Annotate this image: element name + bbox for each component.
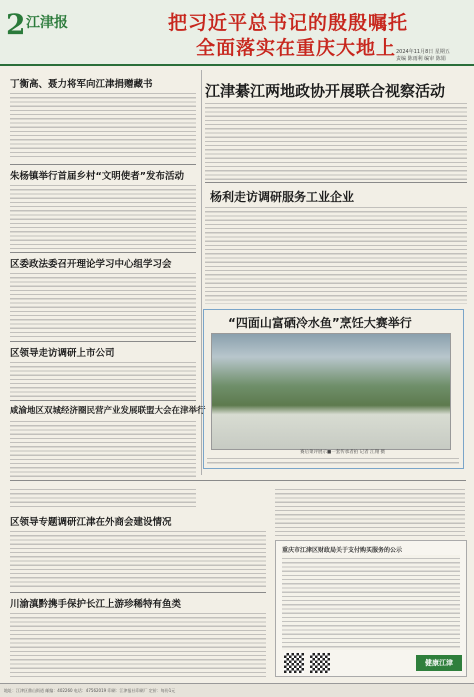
page-footer: 地址：江津区鼎山街道 邮编：402260 电话：47562019 印刷：江津报社印刷厂 定价：每份1元 [0, 683, 474, 697]
article-body [275, 486, 465, 536]
banner-line-2: 全面落实在重庆大地上 [196, 37, 397, 59]
banner-line-1: 把习近平总书记的殷殷嘱托 [168, 12, 409, 34]
article-body [10, 418, 196, 478]
left-headline-1: 丁衡高、聂力将军向江津捐赠藏书 [10, 79, 153, 90]
qr-code [310, 653, 330, 673]
second-headline: 杨利走访调研服务工业企业 [210, 190, 355, 204]
article-body [10, 270, 196, 340]
article-body [207, 455, 459, 465]
news-photo [211, 333, 451, 450]
issue-date: 2024年11月8日 星期五 [396, 49, 450, 55]
article-divider [10, 341, 196, 342]
article-body [10, 90, 196, 160]
article-body [10, 182, 196, 250]
left-headline-7: 川渝滇黔携手保护长江上游珍稀特有鱼类 [10, 599, 182, 610]
notice-title: 重庆市江津区财政局关于支付购买服务的公示 [282, 547, 403, 554]
article-body [10, 610, 266, 678]
qr-code [284, 653, 304, 673]
paper-name: 江津报 [26, 15, 68, 31]
boxed-headline: “四面山富硒冷水鱼”烹饪大赛举行 [228, 316, 412, 330]
page-number: 2 [6, 8, 26, 41]
article-divider [10, 400, 196, 401]
article-divider [10, 164, 196, 165]
left-headline-4: 区领导走访调研上市公司 [10, 348, 115, 359]
photo-caption: 赛后菜评展示■一套传承者拍 记者 江翔 摄 [300, 450, 386, 455]
left-headline-5: 咸渝地区双城经济圈民营产业发展联盟大会在津举行 [10, 406, 206, 416]
notice-advertisement [275, 540, 467, 677]
article-divider [10, 592, 266, 593]
article-divider [10, 252, 196, 253]
editor-credits: 责编 陈雨利 编审 陈娟 [396, 56, 446, 62]
article-body [10, 359, 196, 397]
article-body [10, 486, 196, 510]
main-headline: 江津綦江两地政协开展联合视察活动 [205, 82, 446, 100]
article-body [205, 204, 467, 304]
health-logo: 健康江津 [416, 655, 462, 671]
left-headline-2: 朱杨镇举行首届乡村“文明使者”发布活动 [10, 171, 184, 182]
article-body [205, 100, 467, 180]
left-headline-6: 区领导专题调研江津在外商会建设情况 [10, 517, 172, 528]
article-divider [205, 182, 467, 183]
section-divider [10, 480, 466, 481]
article-body [10, 528, 266, 588]
left-headline-3: 区委政法委召开理论学习中心组学习会 [10, 259, 172, 270]
notice-body [282, 555, 460, 650]
